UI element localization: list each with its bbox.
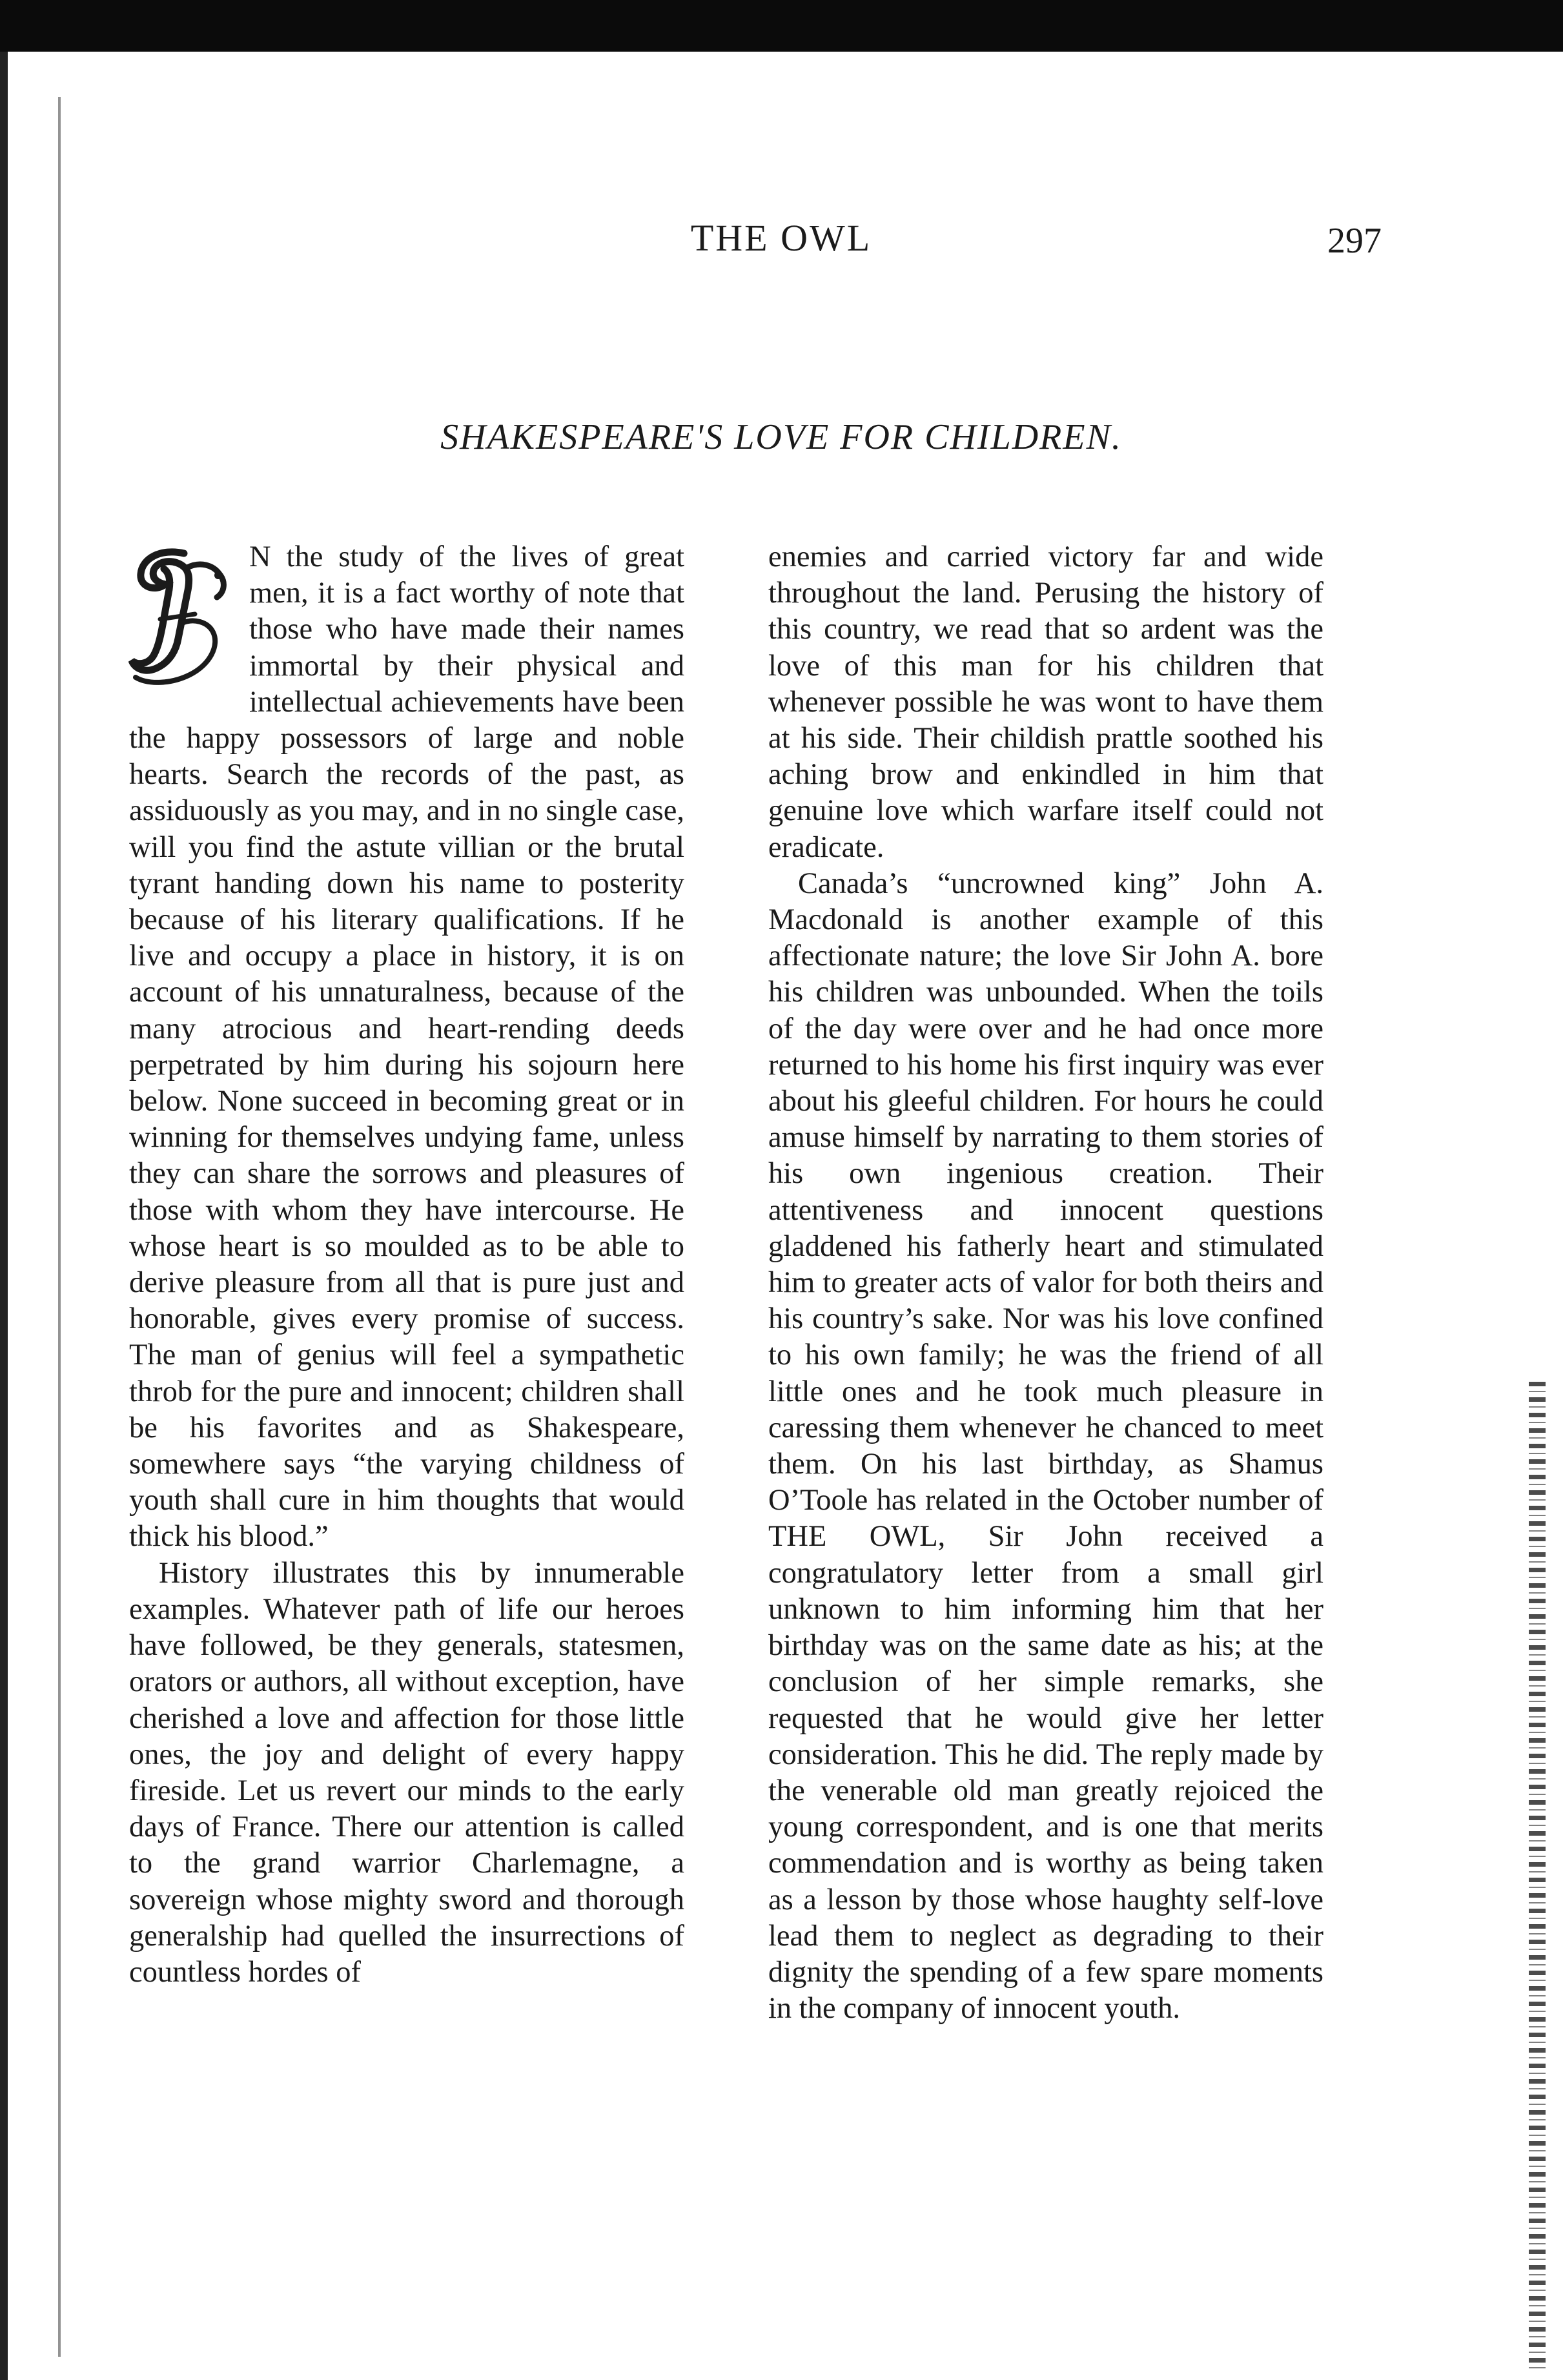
left-paragraph-1 [129,539,684,1555]
page-header [0,216,1563,262]
page-number: 297 [1327,221,1382,261]
scan-left-shadow [58,97,61,2357]
right-column [768,539,1323,2027]
left-paragraph-1-text: N the study of the lives of great men, it is a fact worthy of note that those who have made their names immortal by their physical and intellectual achievements have been the happy possessors of large and noble hearts. Search the records of the past, as assiduously as you may, and in no single case, will you find the astute villian or the brutal tyrant handing down his name to posterity because of his literary qualifications. If he live and occupy a place in history, it is on account of his unnaturalness, because of the many atrocious and heart-rending deeds perpetrated by him during his sojourn here below. None succeed in becoming great or in winning for themselves undying fame, unless they can share the sorrows and pleasures of those with whom they have intercourse. He whose heart is so moulded as to be able to derive pleasure from all that is pure just and honorable, gives every promise of success. The man of genius will feel a sympathetic throb for the pure and innocent; children shall be his favorites and as Shakespeare, somewhere says “the varying childness of youth shall cure in him thoughts that would thick his blood.” [129,540,684,1554]
left-column [129,539,684,1991]
scan-right-edge-noise [1529,1382,1546,2370]
right-paragraph-2: Canada’s “uncrowned king” John A. Macdonald is another example of this affectionate nature; the love Sir John A. bore his children was unbounded. When the toils of the day were over and he had once more returned to his home his first inquiry was ever about his gleeful children. For hours he could amuse himself by narrating to them stories of his own ingenious creation. Their attentiveness and innocent questions gladdened his fatherly heart and stimulated him to greater acts of valor for both theirs and his country’s sake. Nor was his love confined to his own family; he was the friend of all little ones and he took much pleasure in caressing them whenever he chanced to meet them. On his last birthday, as Shamus O’Toole has related in the October number of THE OWL, Sir John received a congratulatory letter from a small girl unknown to him informing him that her birthday was on the same date as his; at the conclusion of her simple remarks, she requested that he would give her letter consideration. This he did. The reply made by the venerable old man greatly rejoiced the young correspondent, and is one that merits commendation and is worthy as being taken as a lesson by those whose haughty self-love lead them to neglect as degrading to their dignity the spending of a few spare moments in the company of innocent youth. [768,867,1323,2026]
scan-left-border [0,52,8,2380]
running-title: THE OWL [690,217,872,259]
article-title: SHAKESPEARE'S LOVE FOR CHILDREN. [440,417,1122,457]
left-paragraph-2: History illustrates this by innumerable examples. Whatever path of life our heroes have followed, be they generals, statesmen, orators or authors, all without exception, have cherished a love and affection for those little ones, the joy and delight of every happy fireside. Let us revert our minds to the early days of France. There our attention is called to the grand warrior Charlemagne, a sovereign whose mighty sword and thorough generalship had quelled the insurrections of countless hordes of [129,1556,684,1989]
drop-cap-i-icon [123,542,240,703]
right-paragraph-1: enemies and carried victory far and wide throughout the land. Perusing the history of this country, we read that so ardent was the love of this man for his children that whenever possible he was wont to have them at his side. Their childish prattle soothed his aching brow and enkindled in him that genuine love which warfare itself could not eradicate. [768,540,1323,864]
drop-cap-ornament [123,542,240,703]
scan-top-border [0,0,1563,52]
